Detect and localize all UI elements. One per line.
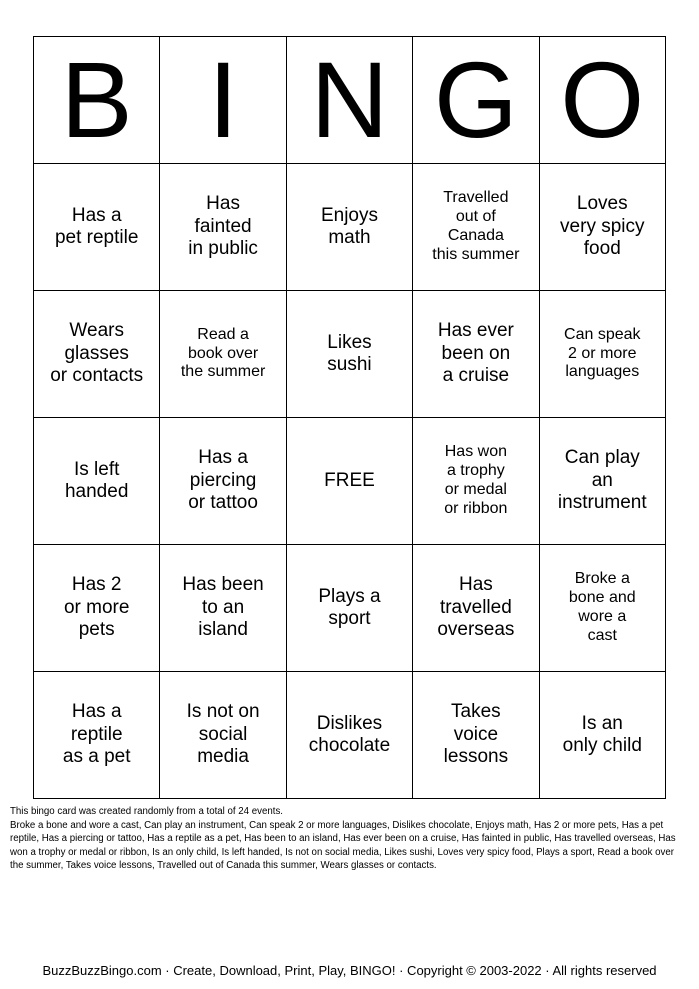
square-text: Travelled out of Canada this summer bbox=[432, 189, 520, 263]
site-footer: BuzzBuzzBingo.com · Create, Download, Print, Play, BINGO! · Copyright © 2003-2022 · All rights reserved bbox=[42, 963, 657, 978]
bingo-square bbox=[160, 291, 286, 418]
bingo-row bbox=[34, 291, 666, 418]
square-text: Dislikes chocolate bbox=[308, 712, 391, 756]
bingo-square bbox=[286, 164, 412, 291]
square-text: Is left handed bbox=[64, 458, 129, 502]
bingo-row bbox=[34, 164, 666, 291]
bingo-square bbox=[34, 418, 160, 545]
square-text: Can speak 2 or more languages bbox=[564, 325, 641, 381]
bingo-square bbox=[286, 291, 412, 418]
bingo-row bbox=[34, 672, 666, 799]
square-text: Can play an instrument bbox=[557, 447, 647, 514]
square-text: Has a reptile as a pet bbox=[62, 701, 131, 768]
bingo-square bbox=[286, 672, 412, 799]
header-row bbox=[34, 37, 666, 164]
bingo-square bbox=[413, 418, 539, 545]
square-text: Read a book over the summer bbox=[180, 325, 266, 381]
bingo-square bbox=[160, 418, 286, 545]
bingo-square bbox=[34, 545, 160, 672]
square-text: Has 2 or more pets bbox=[63, 574, 130, 641]
bingo-row bbox=[34, 418, 666, 545]
bingo-square bbox=[34, 164, 160, 291]
header-letter-b: B bbox=[34, 37, 160, 164]
header-letter-n: N bbox=[286, 37, 412, 164]
square-text: Wears glasses or contacts bbox=[50, 320, 144, 387]
square-text: Takes voice lessons bbox=[443, 701, 509, 768]
square-text: Is an only child bbox=[562, 712, 642, 756]
square-text: Enjoys math bbox=[320, 204, 378, 248]
bingo-square bbox=[34, 672, 160, 799]
square-text: Has been to an island bbox=[182, 574, 264, 641]
bingo-square bbox=[160, 164, 286, 291]
bingo-square bbox=[160, 545, 286, 672]
square-text: Broke a bone and wore a cast bbox=[568, 570, 636, 644]
square-text: Plays a sport bbox=[318, 585, 381, 629]
bingo-square bbox=[539, 164, 665, 291]
bingo-card bbox=[33, 36, 666, 799]
bingo-square bbox=[539, 672, 665, 799]
card-info-summary: This bingo card was created randomly from a total of 24 events. bbox=[10, 806, 284, 817]
card-info bbox=[10, 805, 690, 873]
header-letter-o: O bbox=[539, 37, 665, 164]
square-text: Has a piercing or tattoo bbox=[188, 447, 258, 514]
bingo-square bbox=[413, 291, 539, 418]
square-text: Likes sushi bbox=[327, 331, 372, 375]
square-text: Has a pet reptile bbox=[54, 204, 139, 248]
bingo-square bbox=[160, 672, 286, 799]
bingo-row bbox=[34, 545, 666, 672]
bingo-square bbox=[539, 291, 665, 418]
bingo-square bbox=[539, 418, 665, 545]
square-text: Has fainted in public bbox=[188, 193, 258, 260]
header-letter-i: I bbox=[160, 37, 286, 164]
bingo-square bbox=[413, 672, 539, 799]
bingo-square bbox=[34, 291, 160, 418]
square-text: Has travelled overseas bbox=[437, 574, 515, 641]
free-text: FREE bbox=[324, 469, 375, 491]
free-square bbox=[286, 418, 412, 545]
bingo-square bbox=[413, 164, 539, 291]
card-info-events: Broke a bone and wore a cast, Can play an instrument, Can speak 2 or more languages, Dislikes chocolate, Enjoys math, Has 2 or more pets, Has a pet reptile, Has a piercing or tattoo, Has a reptile as a pet, Has been to an island, Has ever been on a cruise, Has fainted in public, Has travelled overseas, Has won a trophy or medal or ribbon, Is an only child, Is left handed, Is not on social media, Likes sushi, Loves very spicy food, Plays a sport, Read a book over the summer, Takes voice lessons, Travelled out of Canada this summer, Wears glasses or contacts. bbox=[10, 819, 676, 871]
square-text: Has ever been on a cruise bbox=[437, 320, 514, 387]
bingo-square bbox=[413, 545, 539, 672]
bingo-square bbox=[539, 545, 665, 672]
square-text: Has won a trophy or medal or ribbon bbox=[444, 443, 508, 517]
header-letter-g: G bbox=[413, 37, 539, 164]
bingo-square bbox=[286, 545, 412, 672]
square-text: Is not on social media bbox=[186, 701, 260, 768]
square-text: Loves very spicy food bbox=[560, 193, 645, 260]
